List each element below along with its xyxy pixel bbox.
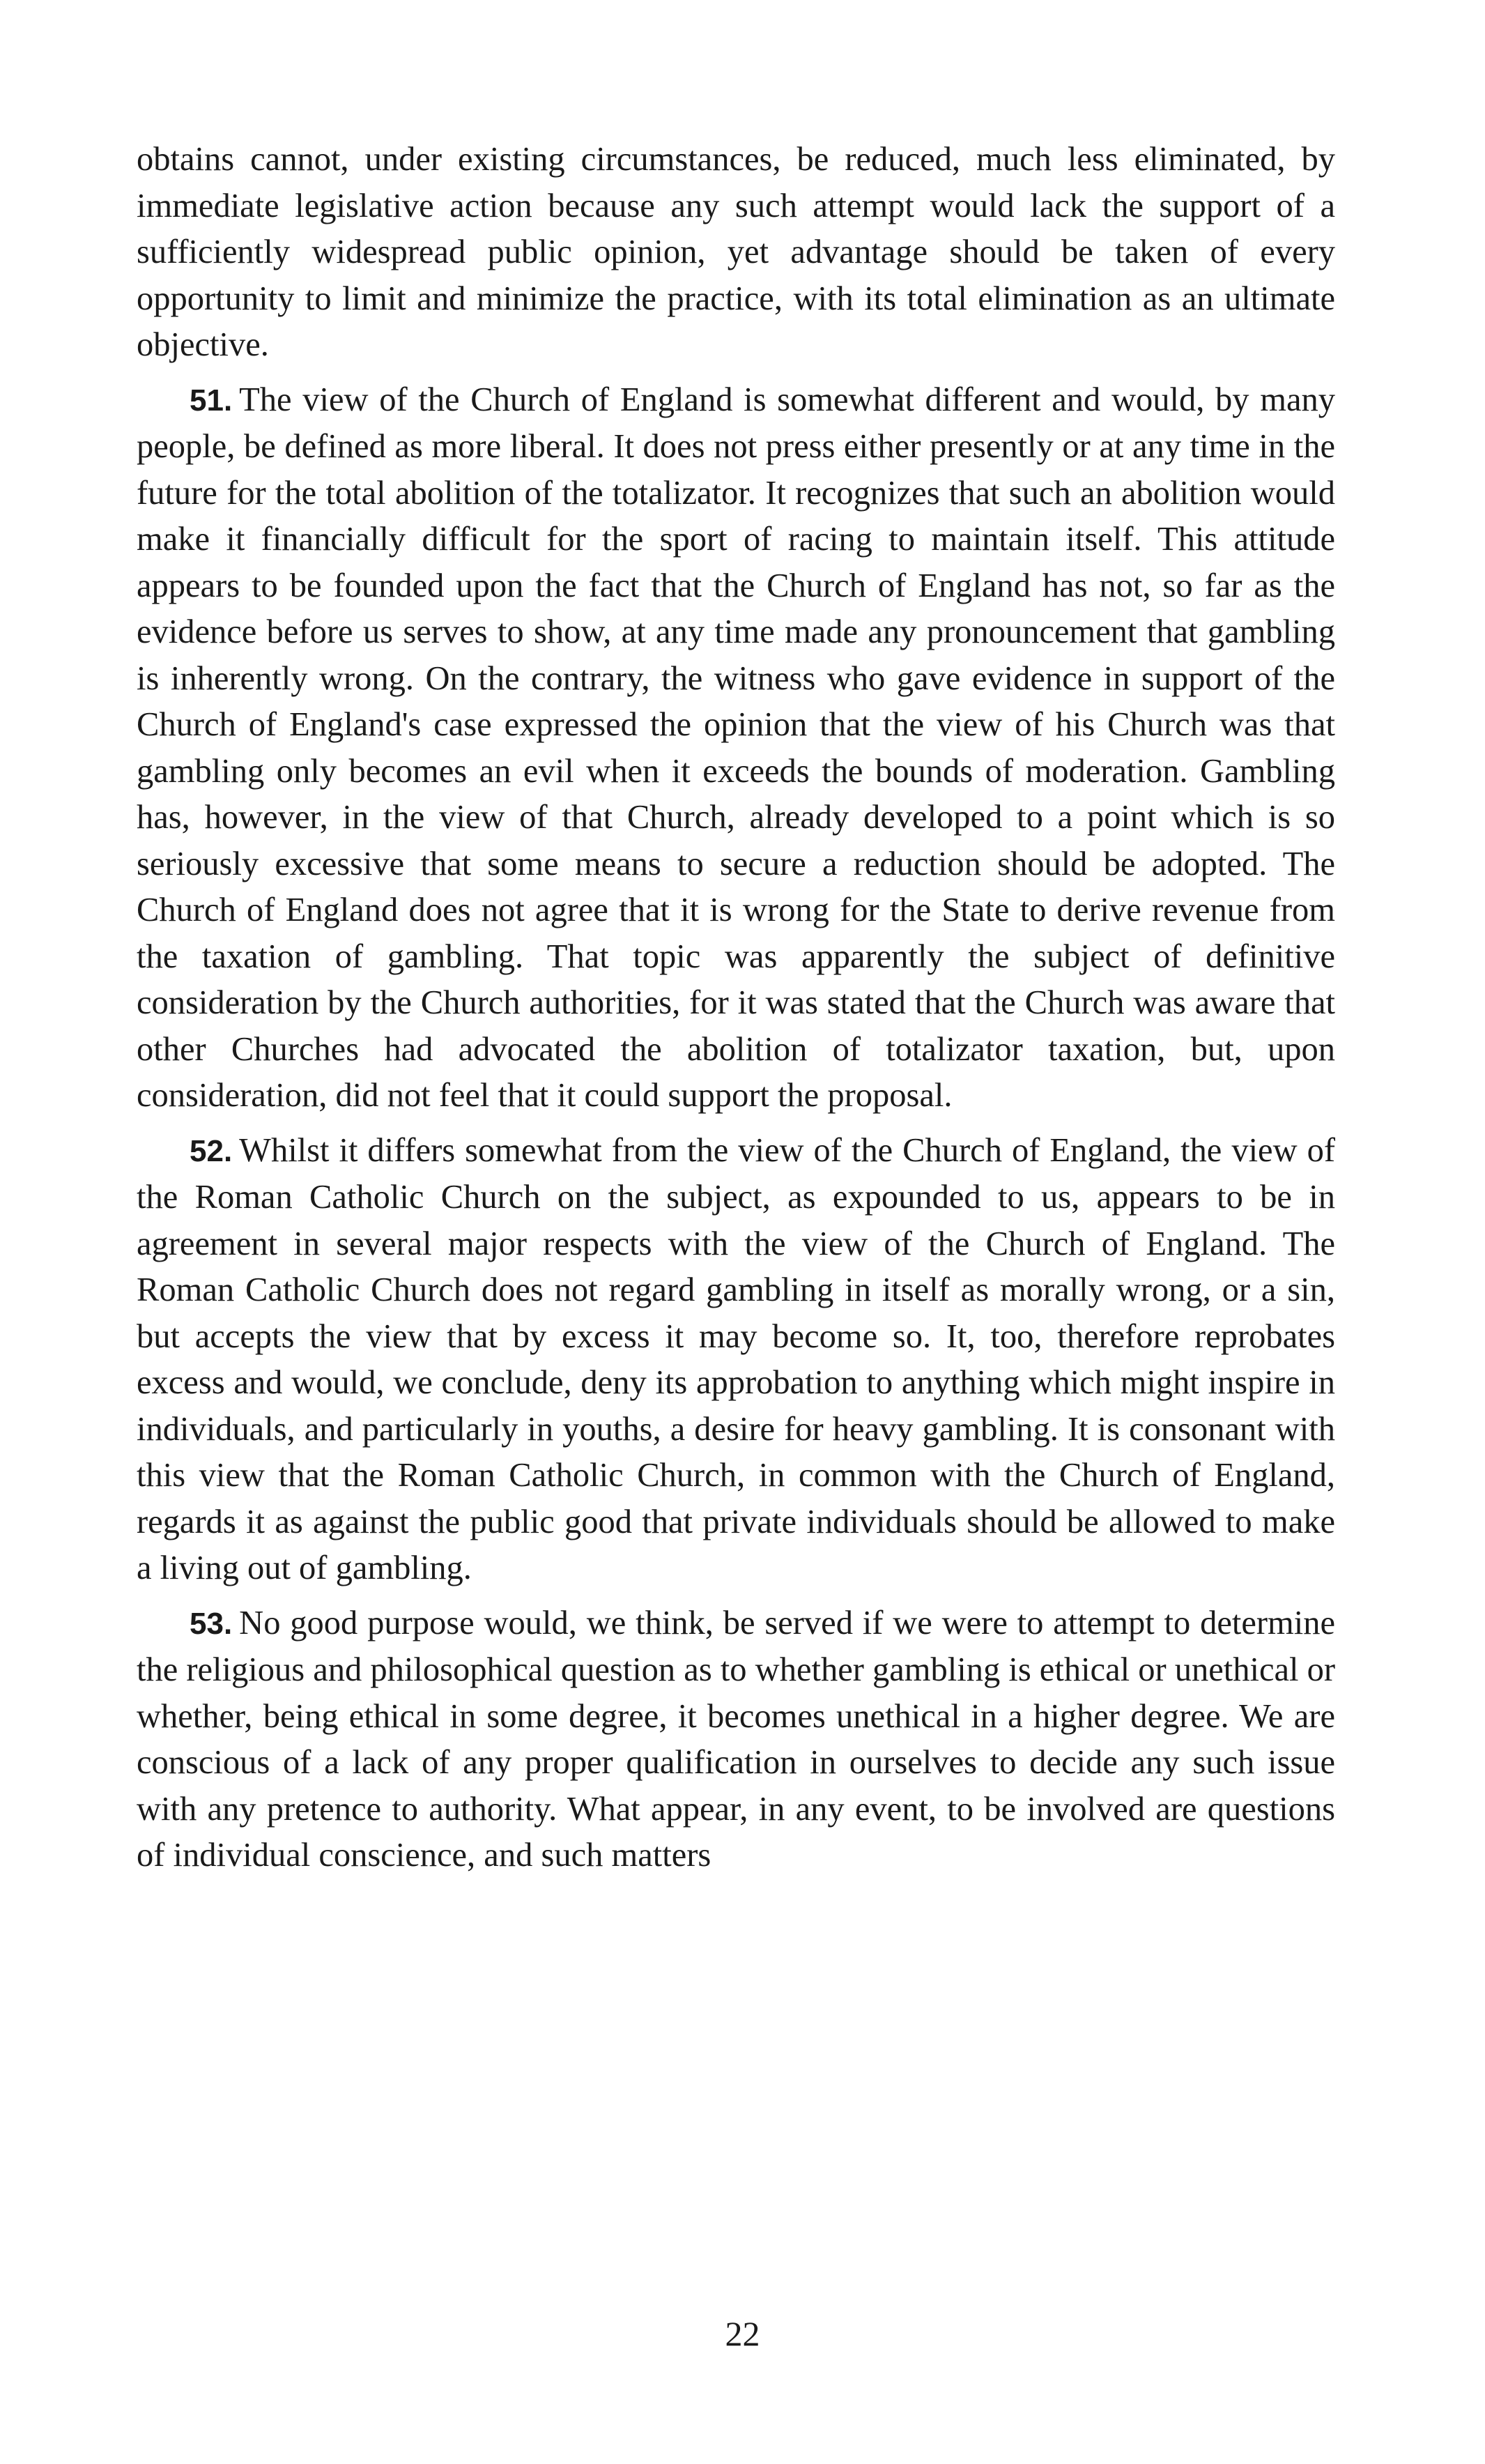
paragraph-51 xyxy=(137,377,1335,1119)
page-number: 22 xyxy=(725,2314,760,2353)
paragraph-number: 51. xyxy=(190,383,233,418)
paragraph-text: obtains cannot, under existing circumstances, be reduced, much less eliminated, by immediate legislative action because any such attempt would lack the support of a sufficiently widespread public opinion, yet advantage should be taken of every opportunity to limit and minimize the practice, with its total elimination as an ultimate objective. xyxy=(137,141,1335,363)
paragraph-52 xyxy=(137,1128,1335,1592)
paragraph-number: 53. xyxy=(190,1606,233,1641)
document-body xyxy=(137,137,1335,1888)
paragraph-text: The view of the Church of England is somewhat different and would, by many people, be defined as more liberal. It does not press either presently or at any time in the future for the total abolition of the totalizator. It recognizes that such an abolition would make it financially difficult for the sport of racing to maintain itself. This attitude appears to be founded upon the fact that the Church of England has not, so far as the evidence before us serves to show, at any time made any pronouncement that gambling is inherently wrong. On the contrary, the witness who gave evidence in support of the Church of England's case expressed the opinion that the view of his Church was that gambling only becomes an evil when it exceeds the bounds of moderation. Gambling has, however, in the view of that Church, already developed to a point which is so seriously excessive that some means to secure a reduction should be adopted. The Church of England does not agree that it is wrong for the State to derive revenue from the taxation of gambling. That topic was apparently the subject of definitive consideration by the Church authorities, for it was stated that the Church was aware that other Churches had advocated the abolition of totalizator taxation, but, upon consideration, did not feel that it could support the proposal. xyxy=(137,381,1335,1114)
paragraph-number: 52. xyxy=(190,1133,233,1168)
paragraph-text: No good purpose would, we think, be served if we were to attempt to determine the religious and philosophical question as to whether gambling is ethical or unethical or whether, being ethical in some degree, it becomes unethical in a higher degree. We are conscious of a lack of any proper qualification in ourselves to decide any such issue with any pretence to authority. What appear, in any event, to be involved are questions of individual conscience, and such matters xyxy=(137,1604,1335,1874)
paragraph-53 xyxy=(137,1600,1335,1879)
paragraph-continued xyxy=(137,137,1335,369)
paragraph-text: Whilst it differs somewhat from the view of the Church of England, the view of the Roman Catholic Church on the subject, as expounded to us, appears to be in agreement in several major respects with the view of the Church of England. The Roman Catholic Church does not regard gambling in itself as morally wrong, or a sin, but accepts the view that by excess it may become so. It, too, therefore reprobates excess and would, we conclude, deny its approbation to anything which might inspire in individuals, and particularly in youths, a desire for heavy gambling. It is consonant with this view that the Roman Catholic Church, in common with the Church of England, regards it as against the public good that private individuals should be allowed to make a living out of gambling. xyxy=(137,1131,1335,1586)
